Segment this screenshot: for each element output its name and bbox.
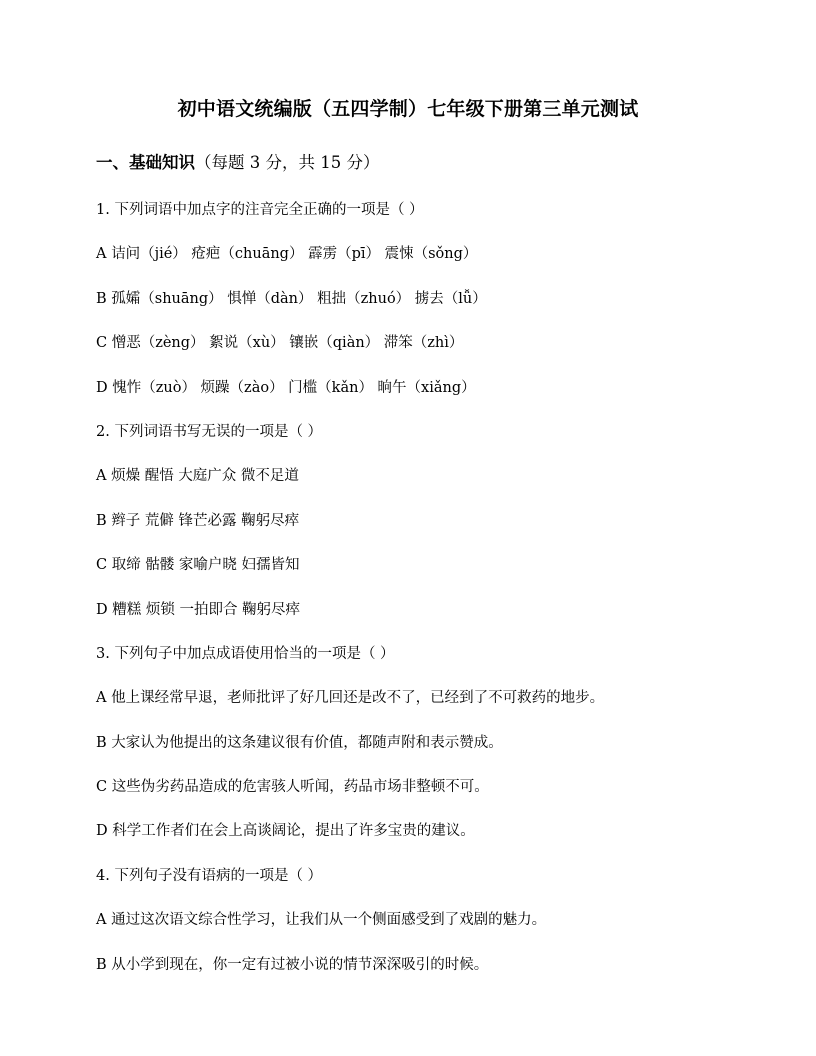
question-3-stem: 3. 下列句子中加点成语使用恰当的一项是（ ） [96,645,395,662]
question-1-option-c: C 憎恶（zèng） 絮说（xù） 镶嵌（qiàn） 滞笨（zhì） [96,335,464,352]
question-2-option-b: B 辫子 荒僻 锋芒必露 鞠躬尽瘁 [96,512,300,529]
question-4-option-b: B 从小学到现在，你一定有过被小说的情节深深吸引的时候。 [96,956,489,973]
question-3-option-d: D 科学工作者们在会上高谈阔论，提出了许多宝贵的建议。 [96,823,475,840]
question-2-option-a: A 烦燥 醒悟 大庭广众 微不足道 [96,468,299,485]
question-1-option-d: D 愧怍（zuò） 烦躁（zào） 门槛（kǎn） 晌午（xiǎng） [96,379,476,396]
question-3-option-b: B 大家认为他提出的这条建议很有价值，都随声附和表示赞成。 [96,734,503,751]
question-2-option-c: C 取缔 骷髅 家喻户晓 妇孺皆知 [96,557,300,574]
question-4-option-a: A 通过这次语文综合性学习，让我们从一个侧面感受到了戏剧的魅力。 [96,912,547,929]
question-1-option-b: B 孤孀（shuāng） 惧惮（dàn） 粗拙（zhuó） 掳去（lǚ） [96,290,487,307]
question-4-stem: 4. 下列句子没有语病的一项是（ ） [96,867,323,884]
question-2-option-d: D 糟糕 烦锁 一拍即合 鞠躬尽瘁 [96,601,301,618]
question-list [96,199,776,998]
question-3-option-c: C 这些伪劣药品造成的危害骇人听闻，药品市场非整顿不可。 [96,779,489,796]
section-heading-note: （每题 3 分，共 15 分） [195,153,380,172]
question-1-option-a: A 诘问（jié） 疮疤（chuāng） 霹雳（pī） 震悚（sǒng） [96,246,478,263]
question-3-option-a: A 他上课经常早退，老师批评了好几回还是改不了，已经到了不可救药的地步。 [96,690,605,707]
section-heading [96,149,379,173]
question-2-stem: 2. 下列词语书写无误的一项是（ ） [96,423,323,440]
document-title: 初中语文统编版（五四学制）七年级下册第三单元测试 [177,98,639,120]
section-heading-label: 一、基础知识 [96,153,195,172]
question-1-stem: 1. 下列词语中加点字的注音完全正确的一项是（ ） [96,202,424,218]
